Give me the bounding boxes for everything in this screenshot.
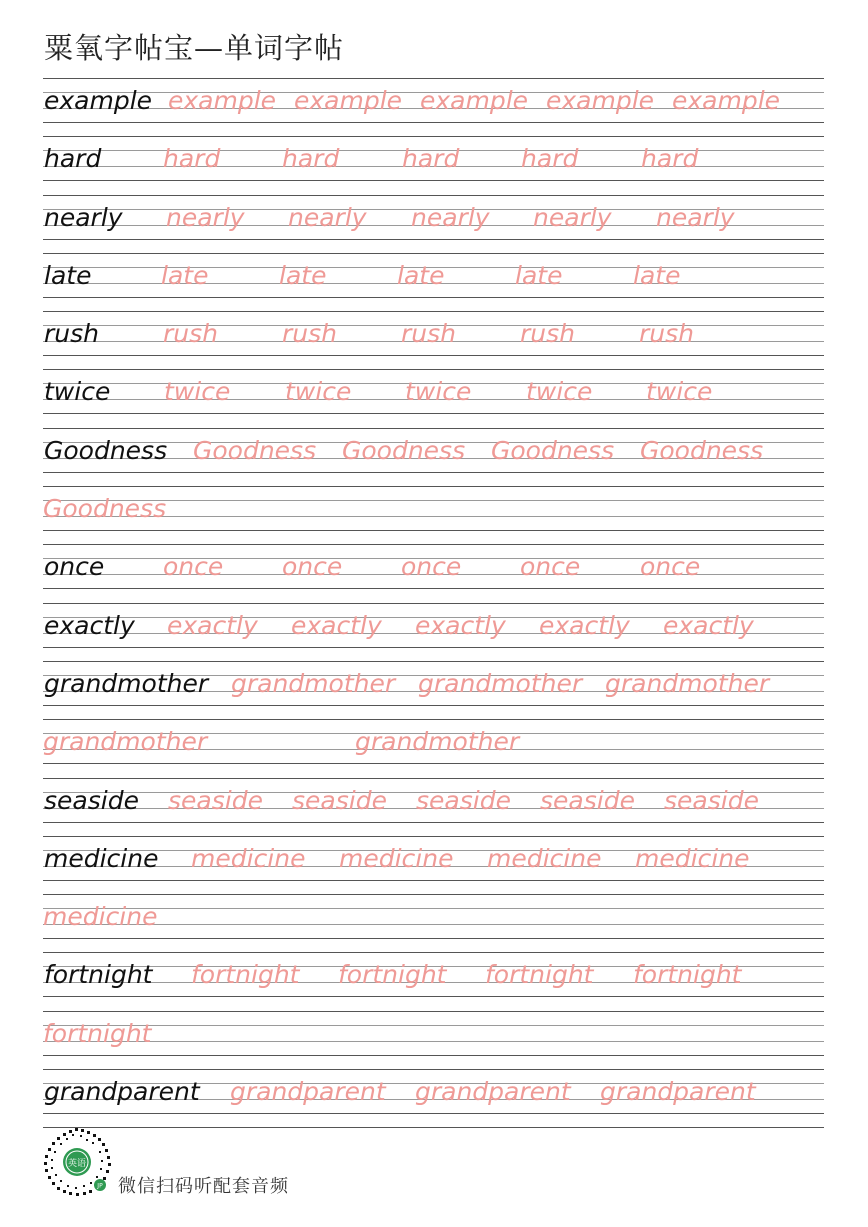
- trace-word: exactly: [291, 610, 382, 640]
- row-words: [43, 1015, 824, 1055]
- ruling-line: [43, 705, 824, 706]
- trace-word: medicine: [635, 843, 750, 873]
- trace-word: hard: [163, 144, 221, 174]
- head-word: once: [44, 552, 105, 582]
- head-word: fortnight: [44, 960, 153, 990]
- trace-word: nearly: [411, 202, 490, 232]
- trace-word: rush: [639, 319, 694, 349]
- head-word: rush: [44, 319, 99, 349]
- ruling-line: [43, 180, 824, 181]
- trace-word: example: [546, 86, 655, 115]
- trace-word: seaside: [292, 785, 387, 815]
- ruling-line: [43, 952, 824, 953]
- row-words: [43, 607, 824, 647]
- practice-row: [43, 952, 824, 1010]
- head-word: grandparent: [44, 1077, 200, 1107]
- trace-word: hard: [521, 144, 579, 174]
- trace-word: example: [294, 86, 403, 115]
- trace-word: twice: [526, 377, 593, 407]
- row-words: [43, 548, 824, 588]
- ruling-line: [43, 355, 824, 356]
- practice-row: [43, 719, 824, 777]
- row-words: [43, 782, 824, 822]
- head-word: medicine: [44, 843, 159, 873]
- practice-row: [43, 1011, 824, 1069]
- trace-word: twice: [646, 377, 713, 407]
- practice-row: [43, 1069, 824, 1127]
- trace-word: exactly: [663, 610, 754, 640]
- trace-word: twice: [405, 377, 472, 407]
- trace-word: Goodness: [640, 435, 764, 465]
- trace-word: rush: [520, 319, 575, 349]
- trace-word: once: [640, 552, 701, 582]
- ruling-line: [43, 195, 824, 196]
- trace-word: seaside: [540, 785, 635, 815]
- practice-row: [43, 486, 824, 544]
- practice-row: [43, 661, 824, 719]
- row-words: [43, 432, 824, 472]
- practice-row: [43, 544, 824, 602]
- practice-row: [43, 195, 824, 253]
- ruling-line: [43, 822, 824, 823]
- trace-word: fortnight: [633, 960, 742, 990]
- head-word: exactly: [44, 610, 135, 640]
- head-word: hard: [44, 144, 102, 174]
- ruling-line: [43, 661, 824, 662]
- trace-word: late: [633, 260, 681, 290]
- trace-word: seaside: [416, 785, 511, 815]
- page-title: 粟氧字帖宝—单词字帖: [44, 31, 345, 65]
- trace-word: example: [420, 86, 529, 115]
- row-words: [43, 665, 824, 705]
- ruling-line: [43, 647, 824, 648]
- trace-word: fortnight: [338, 960, 447, 990]
- qr-corner-label: JP: [97, 1182, 103, 1190]
- row-words: [43, 723, 824, 763]
- ruling-line: [43, 530, 824, 531]
- ruling-line: [43, 603, 824, 604]
- practice-row: [43, 78, 824, 136]
- trace-word: late: [397, 260, 445, 290]
- trace-word: exactly: [415, 610, 506, 640]
- trace-word: grandparent: [600, 1077, 756, 1107]
- trace-word: hard: [402, 144, 460, 174]
- trace-word: hard: [282, 144, 340, 174]
- ruling-line: [43, 239, 824, 240]
- trace-word: fortnight: [485, 960, 594, 990]
- trace-word: late: [515, 260, 563, 290]
- ruling-line: [43, 78, 824, 79]
- ruling-line: [43, 1055, 824, 1056]
- row-words: [43, 956, 824, 996]
- trace-word: medicine: [339, 843, 454, 873]
- row-words: [43, 82, 824, 122]
- trace-word: once: [282, 552, 343, 582]
- ruling-line: [43, 1069, 824, 1070]
- row-words: [43, 898, 824, 938]
- trace-word: Goodness: [491, 435, 615, 465]
- head-word: example: [44, 86, 153, 115]
- ruling-line: [43, 880, 824, 881]
- trace-word: Goodness: [342, 435, 466, 465]
- trace-word: late: [279, 260, 327, 290]
- head-word: twice: [44, 377, 111, 407]
- trace-word: once: [401, 552, 462, 582]
- qr-code-icon: [42, 1127, 112, 1197]
- trace-word: Goodness: [43, 494, 167, 524]
- practice-row: [43, 311, 824, 369]
- trace-word: nearly: [288, 202, 367, 232]
- trace-word: grandparent: [415, 1077, 571, 1107]
- row-words: [43, 199, 824, 239]
- practice-row: [43, 369, 824, 427]
- ruling-line: [43, 1011, 824, 1012]
- head-word: nearly: [44, 202, 123, 232]
- row-words: [43, 315, 824, 355]
- ruling-line: [43, 136, 824, 137]
- practice-row: [43, 603, 824, 661]
- ruling-line: [43, 1113, 824, 1114]
- trace-word: example: [168, 86, 277, 115]
- ruling-line: [43, 369, 824, 370]
- trace-word: seaside: [664, 785, 759, 815]
- practice-row: [43, 428, 824, 486]
- trace-word: late: [161, 260, 209, 290]
- trace-word: Goodness: [193, 435, 317, 465]
- row-words: [43, 140, 824, 180]
- trace-word: rush: [401, 319, 456, 349]
- row-words: [43, 257, 824, 297]
- practice-row: [43, 253, 824, 311]
- trace-word: rush: [163, 319, 218, 349]
- practice-row: [43, 778, 824, 836]
- worksheet-rows: [43, 78, 824, 1128]
- trace-word: medicine: [487, 843, 602, 873]
- ruling-line: [43, 894, 824, 895]
- trace-word: nearly: [656, 202, 735, 232]
- trace-word: twice: [164, 377, 231, 407]
- trace-word: grandmother: [355, 727, 520, 757]
- ruling-line: [43, 428, 824, 429]
- ruling-line: [43, 938, 824, 939]
- ruling-line: [43, 486, 824, 487]
- trace-word: exactly: [539, 610, 630, 640]
- footer-audio-hint: 微信扫码听配套音频: [118, 1176, 289, 1197]
- qr-badge-label: 英语: [67, 1159, 87, 1169]
- practice-row: [43, 894, 824, 952]
- ruling-line: [43, 253, 824, 254]
- trace-word: medicine: [191, 843, 306, 873]
- trace-word: grandmother: [605, 668, 770, 698]
- trace-word: seaside: [168, 785, 263, 815]
- trace-word: nearly: [166, 202, 245, 232]
- head-word: Goodness: [44, 435, 168, 465]
- trace-word: fortnight: [191, 960, 300, 990]
- ruling-line: [43, 763, 824, 764]
- row-words: [43, 373, 824, 413]
- head-word: grandmother: [44, 668, 209, 698]
- ruling-line: [43, 311, 824, 312]
- trace-word: hard: [641, 144, 699, 174]
- trace-word: twice: [285, 377, 352, 407]
- trace-word: grandmother: [43, 727, 208, 757]
- trace-word: rush: [282, 319, 337, 349]
- practice-row: [43, 836, 824, 894]
- trace-word: grandmother: [418, 668, 583, 698]
- ruling-line: [43, 996, 824, 997]
- practice-row: [43, 136, 824, 194]
- trace-word: medicine: [43, 902, 158, 932]
- trace-word: once: [163, 552, 224, 582]
- trace-word: fortnight: [43, 1018, 152, 1048]
- trace-word: nearly: [533, 202, 612, 232]
- trace-word: once: [520, 552, 581, 582]
- ruling-line: [43, 719, 824, 720]
- row-words: [43, 490, 824, 530]
- ruling-line: [43, 413, 824, 414]
- row-words: [43, 1073, 824, 1113]
- trace-word: example: [672, 86, 781, 115]
- ruling-line: [43, 836, 824, 837]
- trace-word: grandmother: [231, 668, 396, 698]
- ruling-line: [43, 544, 824, 545]
- ruling-line: [43, 297, 824, 298]
- ruling-line: [43, 778, 824, 779]
- head-word: late: [44, 260, 92, 290]
- trace-word: exactly: [167, 610, 258, 640]
- trace-word: grandparent: [230, 1077, 386, 1107]
- head-word: seaside: [44, 785, 139, 815]
- ruling-line: [43, 472, 824, 473]
- ruling-line: [43, 1127, 824, 1128]
- ruling-line: [43, 122, 824, 123]
- ruling-line: [43, 588, 824, 589]
- row-words: [43, 840, 824, 880]
